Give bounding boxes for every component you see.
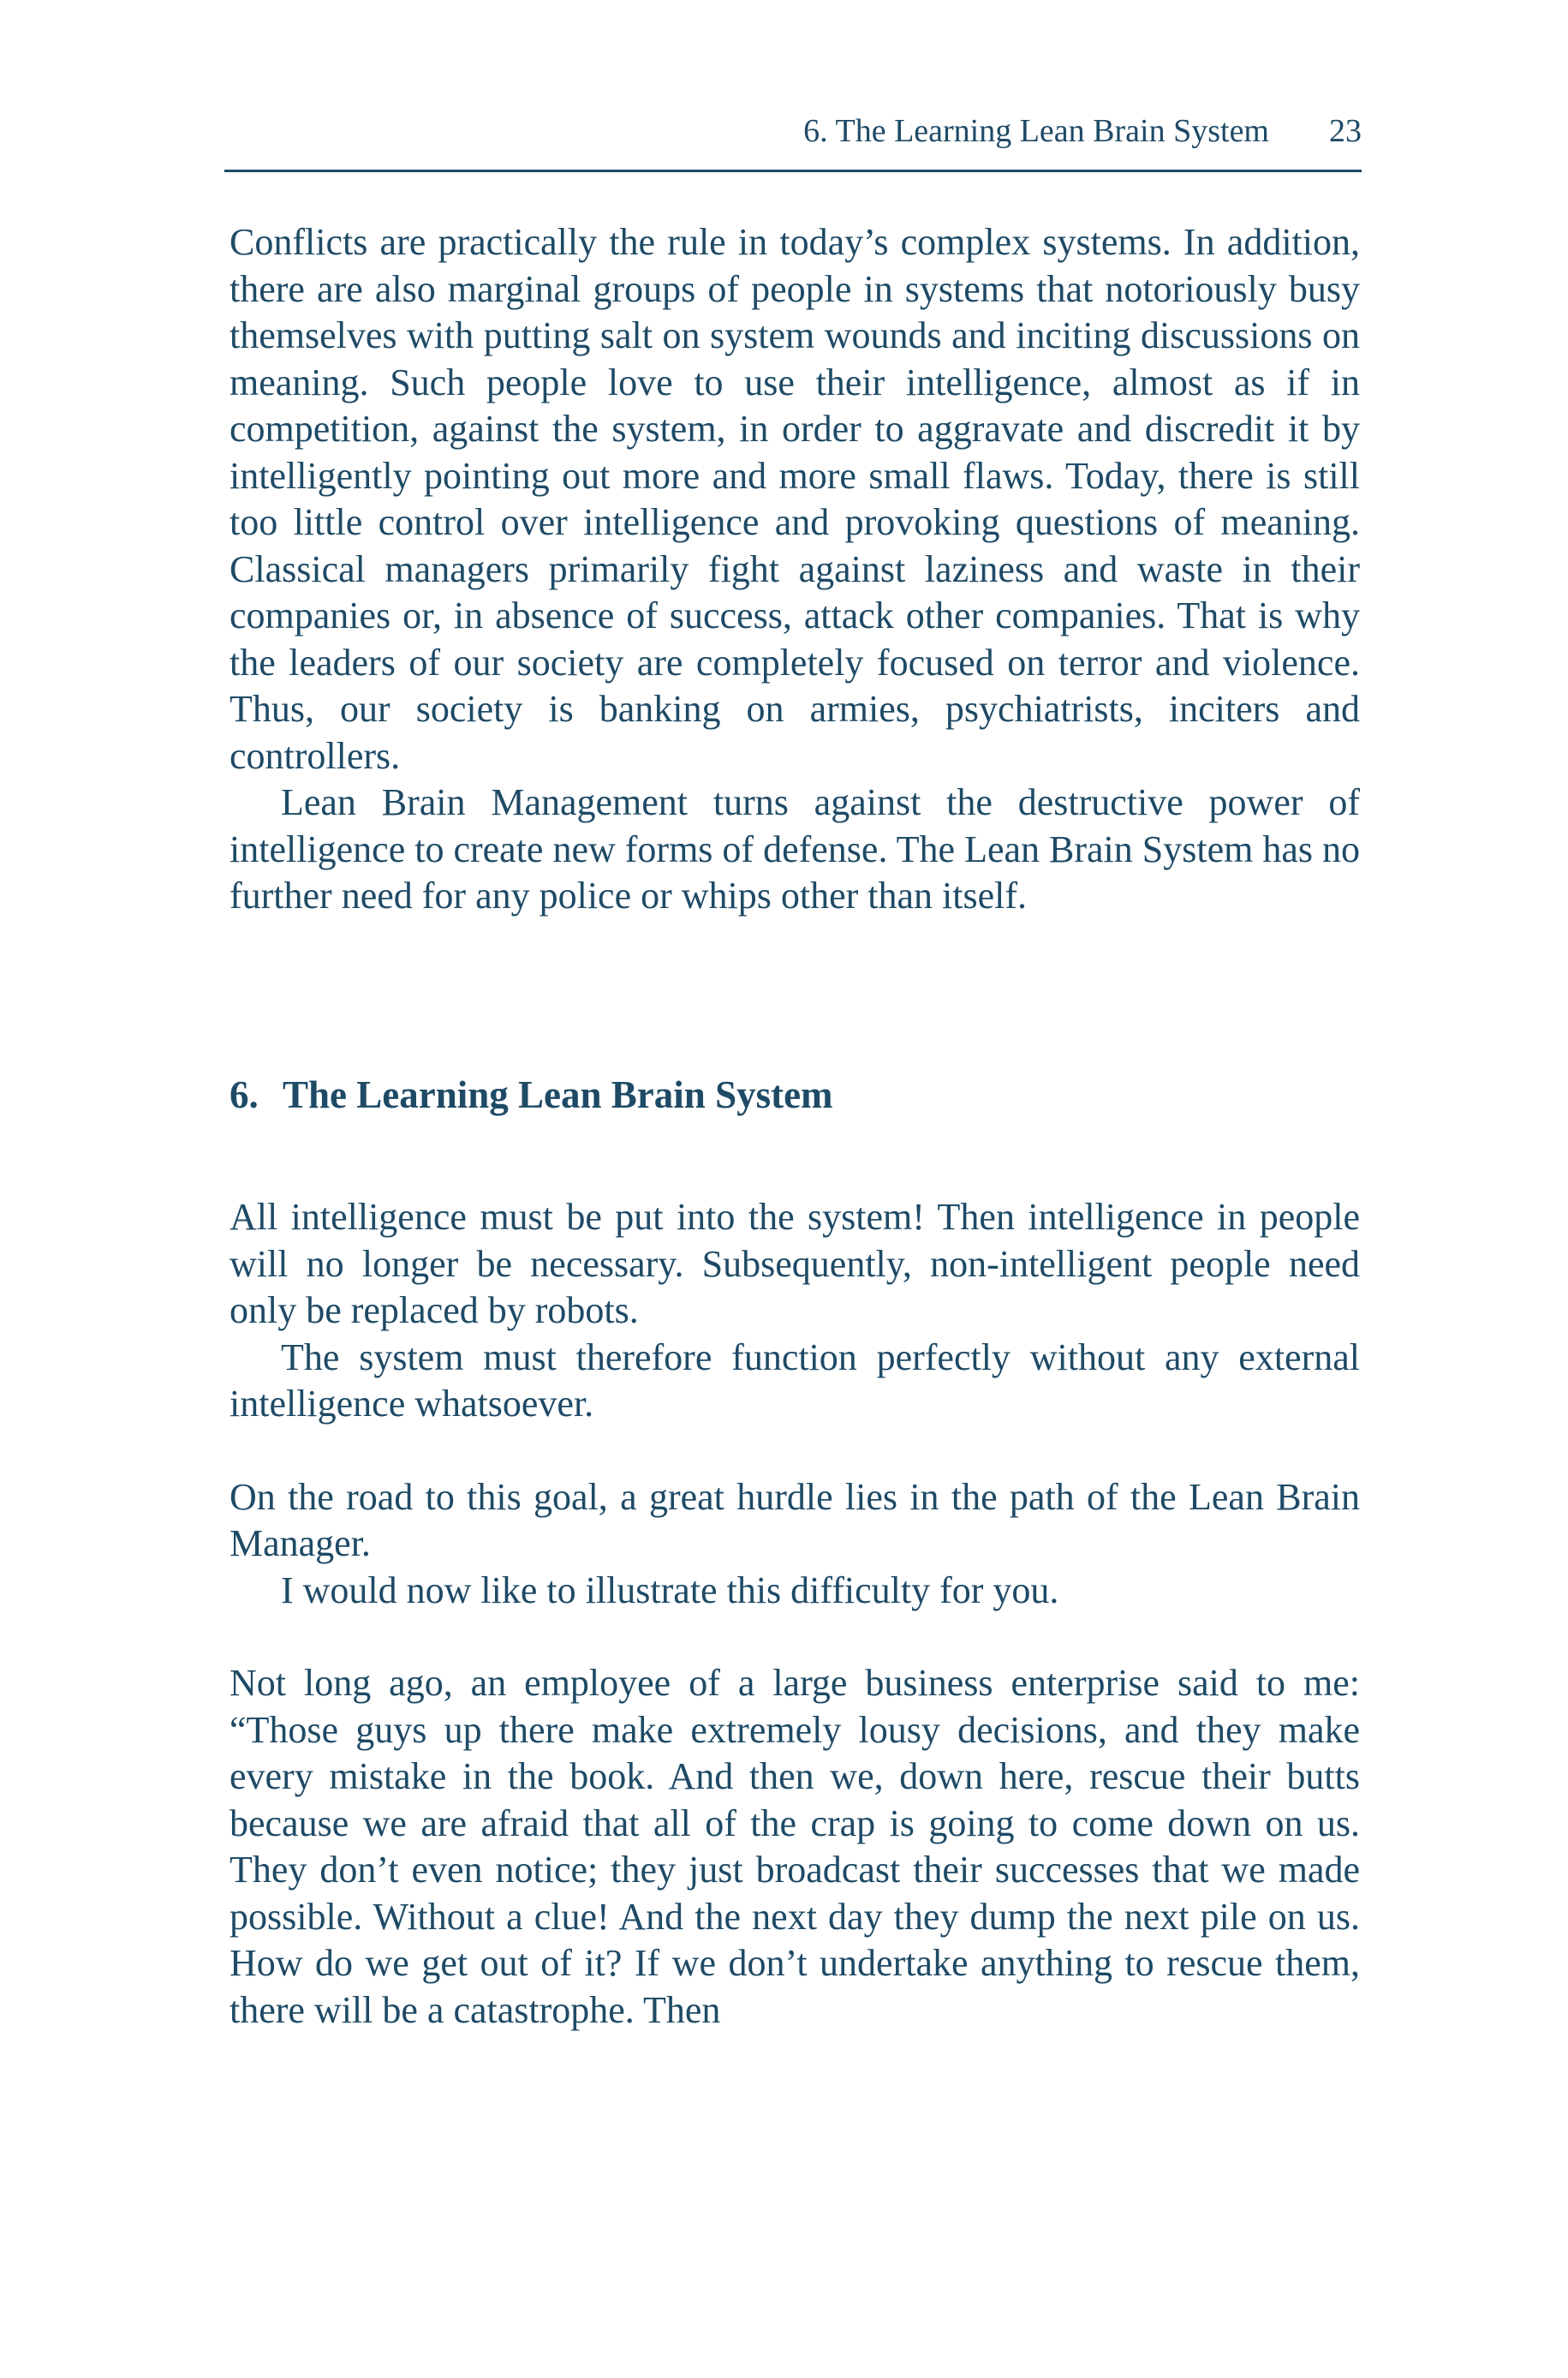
body-text-block <box>230 219 1360 920</box>
section-heading <box>230 1069 833 1120</box>
running-head <box>224 110 1362 172</box>
body-text-block <box>230 1194 1360 2034</box>
section-title: The Learning Lean Brain System <box>283 1073 833 1116</box>
section-number: 6. <box>230 1073 259 1116</box>
running-head-title: 6. The Learning Lean Brain System <box>803 113 1269 149</box>
paragraph: The system must therefore function perfectly without any external intelligence whatsoever. <box>230 1335 1360 1425</box>
paragraph: All intelligence must be put into the system! Then intelligence in people will no longer be necessary. Subsequently, non-intelligent people need only be replaced by robots. <box>230 1196 1360 1331</box>
page-number: 23 <box>1329 113 1362 149</box>
paragraph: I would now like to illustrate this difficulty for you. <box>281 1568 1059 1611</box>
paragraph: Not long ago, an employee of a large business enterprise said to me: “Those guys up there make extremely lousy decisions, and they make every mistake in the book. And then we, down here, rescue their butts because we are afraid that all of the crap is going to come down on us. They don’t even notice; they just broadcast their successes that we made possible. Without a clue! And the next day they dump the next pile on us. How do we get out of it? If we don’t undertake anything to rescue them, there will be a catastrophe. Then <box>230 1662 1360 2031</box>
paragraph: Lean Brain Management turns against the destructive power of intelligence to create new forms of defense. The Lean Brain System has no further need for any police or whips other than itself. <box>230 781 1360 917</box>
paragraph: On the road to this goal, a great hurdle lies in the path of the Lean Brain Manager. <box>230 1475 1360 1564</box>
paragraph: Conflicts are practically the rule in today’s complex systems. In addition, there are also marginal groups of people in systems that notoriously busy themselves with putting salt on system wounds and inciting discussions on meaning. Such people love to use their intelligence, almost as if in competition, against the system, in order to aggravate and discredit it by intelligently pointing out more and more small flaws. Today, there is still too little control over intelligence and provoking questions of meaning. Classical managers primarily fight against laziness and waste in their companies or, in absence of success, attack other companies. That is why the leaders of our society are completely focused on terror and violence. Thus, our society is banking on armies, psychiatrists, inciters and controllers. <box>230 221 1360 777</box>
